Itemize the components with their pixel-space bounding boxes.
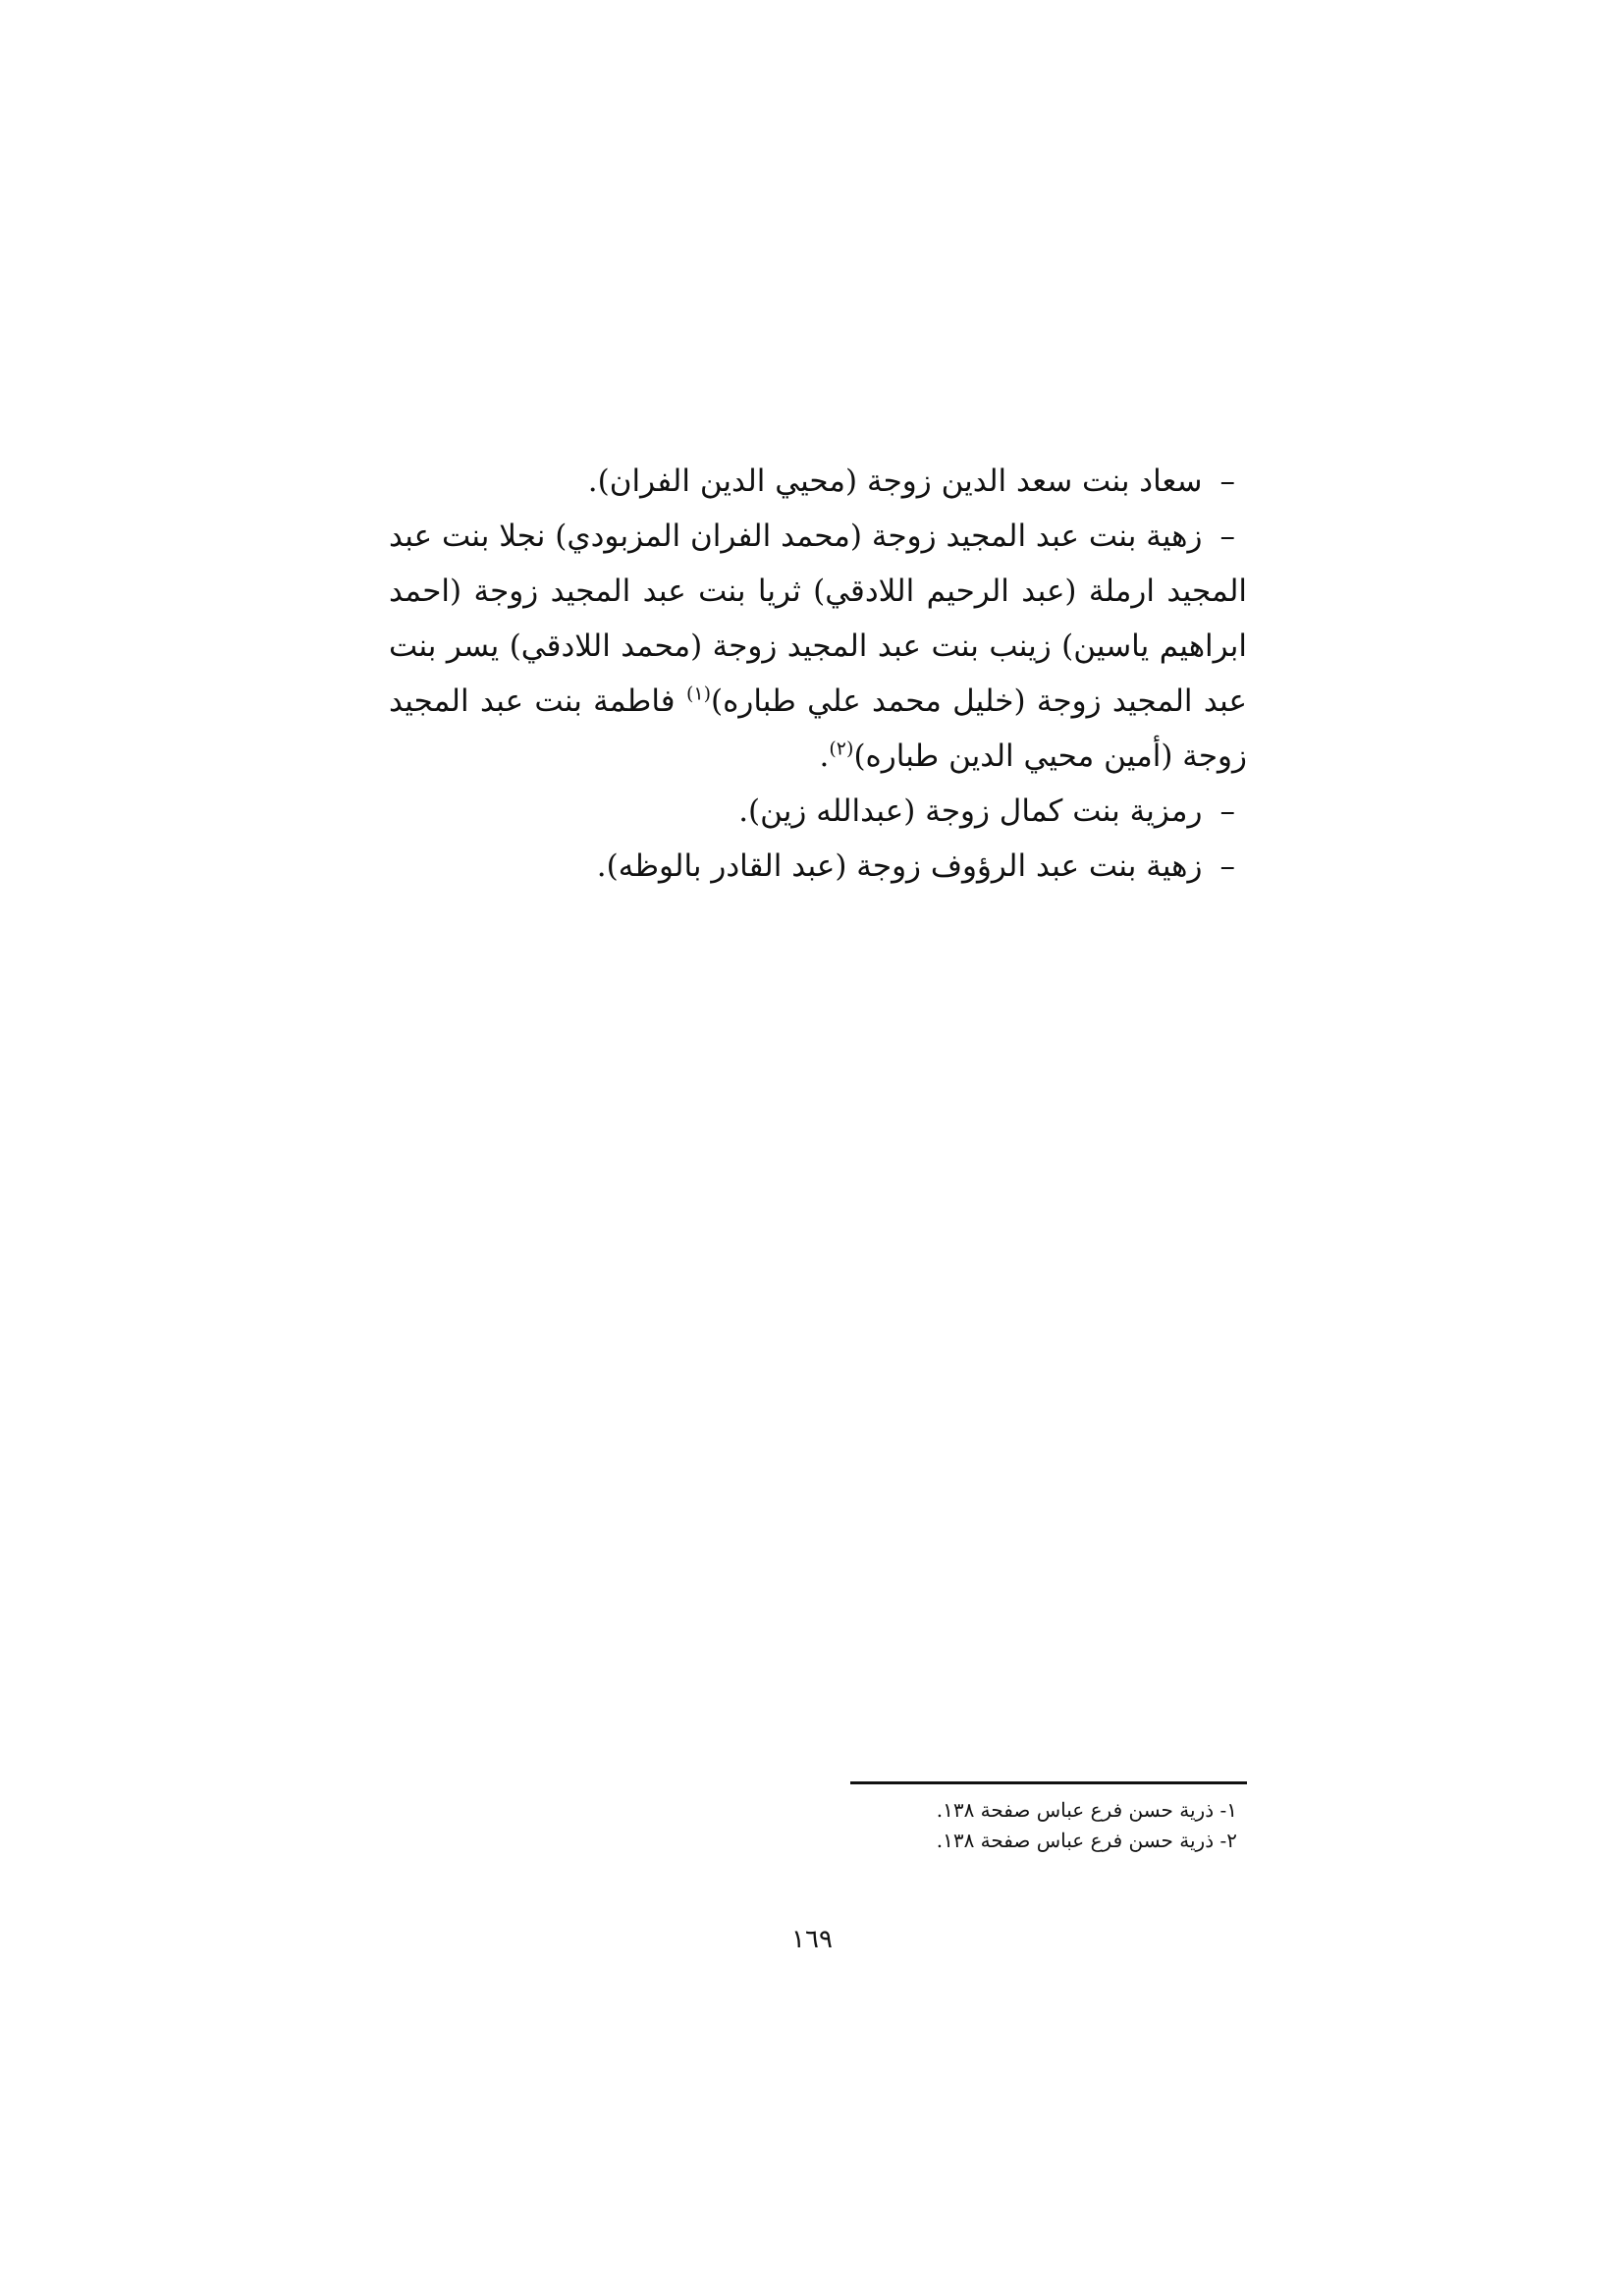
entry-text: زهية بنت عبد المجيد زوجة (محمد الفران المزبودي) نجلا بنت عبد المجيد ارملة (عبد الرحيم اللادقي) ثريا بنت عبد المجيد زوجة (احمد ابراهيم ياسين) زينب بنت عبد المجيد زوجة (محمد اللادقي) يسر بنت عبد المجيد زوجة (خليل محمد علي طباره) [389, 519, 1247, 719]
footnote-divider [850, 1781, 1247, 1784]
footnote-ref[interactable]: (١) [685, 683, 712, 705]
entry-dash: – [1219, 793, 1235, 829]
entry-text: . [819, 738, 830, 774]
list-item [389, 784, 1247, 839]
footnotes [850, 1795, 1247, 1856]
footnote: ٢- ذرية حسن فرع عباس صفحة ١٣٨. [936, 1829, 1237, 1852]
page-number: ١٦٩ [791, 1925, 833, 1954]
list-item [389, 454, 1247, 509]
entry-dash: – [1219, 519, 1235, 554]
list-item [389, 839, 1247, 894]
footnote-ref[interactable]: (٢) [829, 738, 854, 760]
footnote: ١- ذرية حسن فرع عباس صفحة ١٣٨. [936, 1798, 1237, 1822]
entry-dash: – [1219, 464, 1235, 499]
list-item [389, 509, 1247, 784]
entry-text: رمزية بنت كمال زوجة (عبدالله زين). [738, 793, 1203, 829]
entry-text: زهية بنت عبد الرؤوف زوجة (عبد القادر بالوظه). [596, 848, 1203, 884]
entry-text: سعاد بنت سعد الدين زوجة (محيي الدين الفران). [587, 464, 1203, 499]
entry-text: فاطمة بنت عبد المجيد زوجة (أمين محيي الدين طباره) [389, 683, 1247, 774]
entry-dash: – [1219, 848, 1235, 884]
main-text [389, 454, 1247, 894]
